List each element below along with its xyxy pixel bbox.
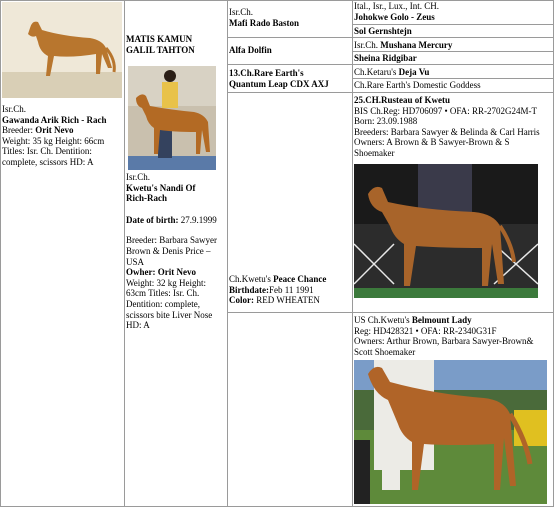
row-divider (352, 24, 554, 25)
cell-peace-chance: Ch.Kwetu's Peace Chance Birthdate:Feb 11 1991 Color: RED WHEATEN (229, 274, 327, 306)
dog-name: Gawanda Arik Rich - Rach (2, 114, 107, 125)
column-divider (352, 0, 353, 507)
titles: Titles: Isr. Ch. Dentition: complete, scissors HD: A (2, 146, 94, 168)
cell-goddess: Ch.Rare Earth's Domestic Goddess (354, 80, 481, 90)
cell-deja-vu: Ch.Ketaru's Deja Vu (354, 67, 430, 77)
sire-cell (126, 172, 226, 331)
row-divider (352, 51, 554, 52)
cell-belmount: US Ch.Kwetu's Belmount Lady Reg: HD428321 • OFA: RR-2340G31F Owners: Arthur Brown, Barbara Sawyer-Brown& Scott Shoemaker (354, 315, 534, 357)
row-divider (227, 64, 352, 65)
row-divider (227, 92, 352, 93)
title-prefix: Isr.Ch. (126, 172, 151, 182)
cell-alfa: Alfa Dolfin (229, 45, 272, 55)
row-divider (352, 37, 554, 38)
dog-name: Rich-Rach (126, 193, 167, 204)
owner-line: Owher: Orit Nevo (126, 267, 196, 278)
sire-sire-cell (2, 104, 122, 168)
cell-mafi: Isr.Ch. Mafi Rado Baston (229, 7, 300, 28)
cell-rusteau: 25.CH.Rusteau of Kwetu BIS Ch.Reg: HD706097 • OFA: RR-2702G24M-T Born: 23.09.1988 Breeders: Barbara Sawyer & Belinda & Carl Harris Owners: A Brown & B Sawyer-Brown & S Shoemaker (354, 95, 540, 159)
dog-name: Kwetu's Nandi Of (126, 182, 196, 193)
row-divider (227, 312, 352, 313)
row-divider (352, 78, 554, 79)
cell-sol: Sol Gernshtejn (354, 26, 412, 36)
row-divider (352, 92, 554, 93)
dog-photo-rusteau (354, 164, 538, 298)
weight-line: Weight: 32 kg Height: 63cm Titles: Isr. Ch. Dentition: complete, scissors bite Liver Nose HD: A (126, 277, 213, 331)
dob-line: Date of birth: 27.9.1999 (126, 214, 217, 225)
stats: Weight: 35 kg Height: 66cm (2, 135, 105, 146)
column-divider (227, 0, 228, 507)
dog-photo-belmount (354, 360, 547, 504)
title-prefix: Isr.Ch. (2, 104, 27, 114)
breeder-line: Breeder: Orit Nevo (2, 125, 74, 136)
column-divider (124, 0, 125, 507)
breeder-line: Breeder: Barbara Sawyer Brown & Denis Price – USA (126, 235, 217, 267)
row-divider (227, 37, 352, 38)
dog-photo-nandi (128, 66, 216, 170)
cell-sheina: Sheina Ridgibar (354, 53, 417, 63)
row-divider (352, 64, 554, 65)
row-divider (352, 312, 554, 313)
dog-photo-gawanda (2, 2, 122, 98)
cell-quantum: 13.Ch.Rare Earth's Quantum Leap CDX AXJ (229, 68, 329, 89)
cell-zeus: Ital., Isr., Lux., Int. CH. Johokwe Golo - Zeus (354, 1, 439, 22)
cell-mushana: Isr.Ch. Mushana Mercury (354, 40, 453, 50)
heading: MATIS KAMUN GALIL TAHTON (126, 34, 195, 55)
